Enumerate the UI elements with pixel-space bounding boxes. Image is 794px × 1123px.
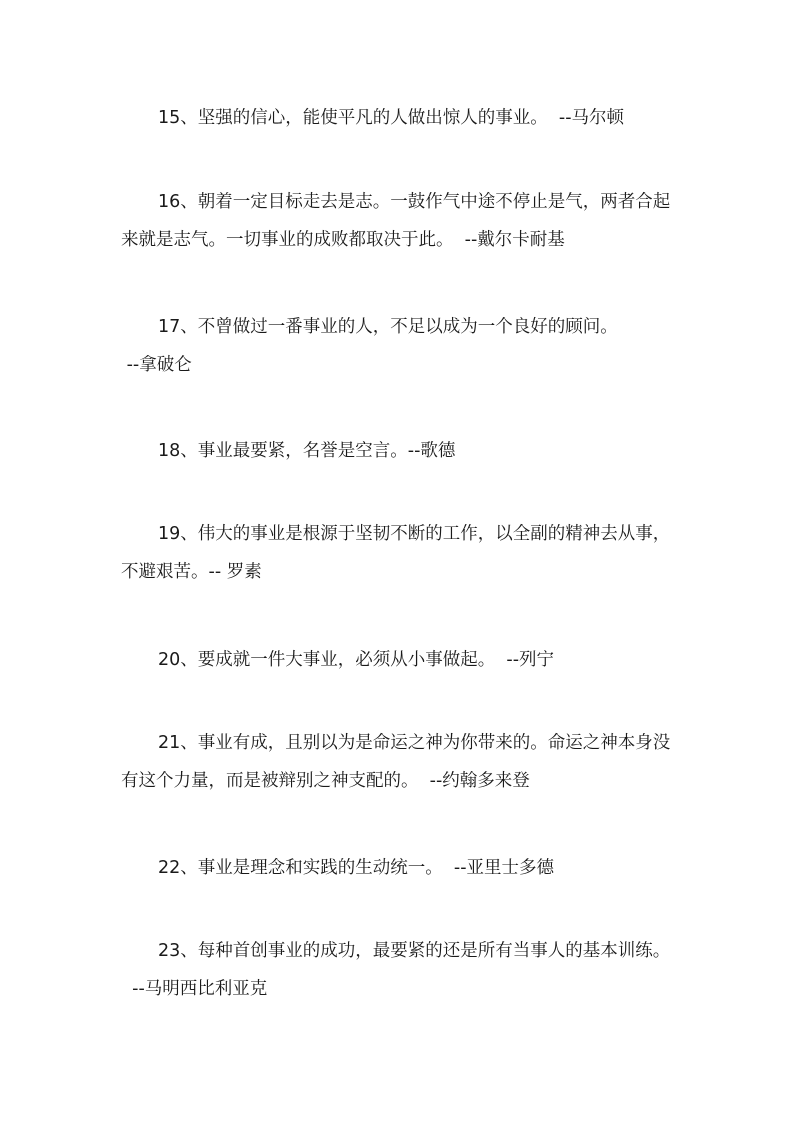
- quote-number: 16: [158, 192, 181, 212]
- quote-text: 、不曾做过一番事业的人，不足以成为一个良好的顾问。: [180, 317, 618, 337]
- quote-number: 17: [158, 317, 181, 337]
- quote-number: 15: [158, 108, 181, 128]
- quote-number: 22: [158, 858, 181, 878]
- quote-20: [121, 641, 681, 679]
- quote-number: 18: [158, 441, 181, 461]
- quote-text: 、朝着一定目标走去是志。一鼓作气中途不停止是气，两者合起来就是志气。一切事业的成败都取决于此。: [121, 192, 671, 250]
- quote-number: 20: [158, 650, 181, 670]
- quote-16: [121, 183, 681, 259]
- quote-23: [121, 932, 681, 1008]
- quote-author: --拿破仑: [121, 355, 192, 375]
- quote-text: 、伟大的事业是根源于坚韧不断的工作，以全副的精神去从事，不避艰苦。: [121, 524, 671, 582]
- quote-number: 23: [158, 941, 181, 961]
- quote-author: --约翰多来登: [418, 771, 530, 791]
- quote-15: [121, 99, 681, 137]
- quote-author: --马明西比利亚克: [121, 979, 268, 999]
- quote-text: 、坚强的信心，能使平凡的人做出惊人的事业。: [180, 108, 548, 128]
- quote-17: [121, 308, 681, 384]
- quote-18: [121, 432, 681, 470]
- quote-author: --列宁: [495, 650, 555, 670]
- quote-author: --马尔顿: [547, 108, 625, 128]
- quote-19: [121, 515, 681, 591]
- quote-text: 、事业最要紧，名誉是空言。: [180, 441, 408, 461]
- quote-author: -- 罗素: [208, 562, 262, 582]
- quote-21: [121, 724, 681, 800]
- quote-text: 、事业是理念和实践的生动统一。: [180, 858, 443, 878]
- quote-author: --亚里士多德: [442, 858, 555, 878]
- quote-22: [121, 849, 681, 887]
- quote-text: 、每种首创事业的成功，最要紧的还是所有当事人的基本训练。: [180, 941, 671, 961]
- quote-author: --戴尔卡耐基: [453, 230, 565, 250]
- quote-author: --歌德: [407, 441, 456, 461]
- quote-number: 21: [158, 733, 181, 753]
- quote-number: 19: [158, 524, 181, 544]
- quote-text: 、事业有成，且别以为是命运之神为你带来的。命运之神本身没有这个力量，而是被辩别之神支配的。: [121, 733, 671, 791]
- quote-text: 、要成就一件大事业，必须从小事做起。: [180, 650, 496, 670]
